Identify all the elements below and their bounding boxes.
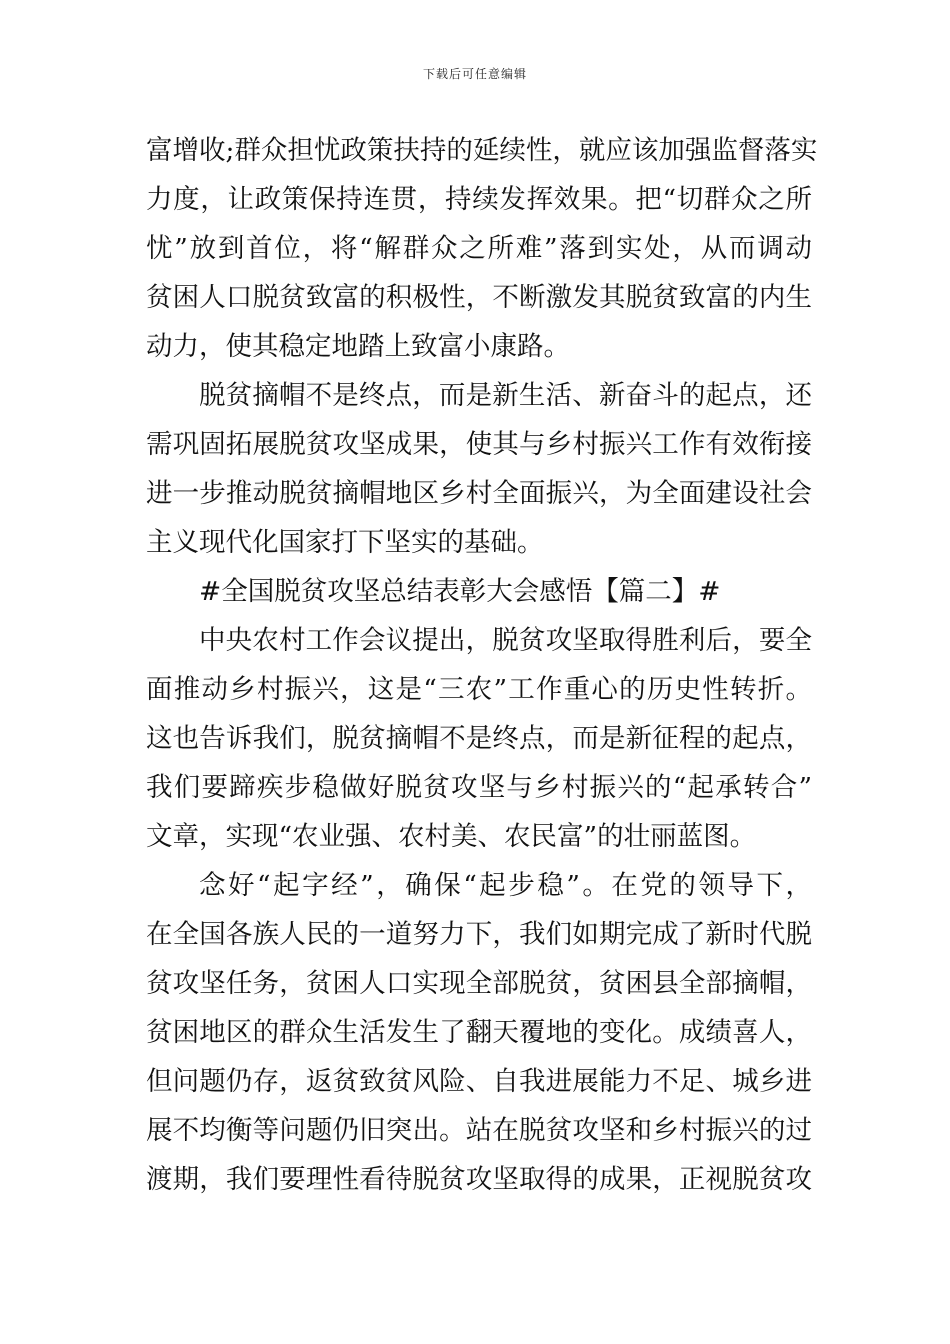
text-line: 念好“起字经”，确保“起步稳”。在党的领导下， bbox=[199, 870, 812, 901]
text-line: 进一步推动脱贫摘帽地区乡村全面振兴，为全面建设社会 bbox=[146, 478, 812, 509]
document-body bbox=[146, 126, 818, 1204]
text-line: 脱贫摘帽不是终点，而是新生活、新奋斗的起点，还 bbox=[199, 380, 812, 411]
text-line: 这也告诉我们，脱贫摘帽不是终点，而是新征程的起点， bbox=[146, 723, 812, 754]
text-line: 忧”放到首位，将“解群众之所难”落到实处，从而调动 bbox=[146, 233, 812, 264]
text-line: 但问题仍存，返贫致贫风险、自我进展能力不足、城乡进 bbox=[146, 1066, 812, 1097]
text-line: 贫攻坚任务，贫困人口实现全部脱贫，贫困县全部摘帽， bbox=[146, 968, 812, 999]
text-line: 在全国各族人民的一道努力下，我们如期完成了新时代脱 bbox=[146, 919, 812, 950]
section-heading: #全国脱贫攻坚总结表彰大会感悟【篇二】# bbox=[199, 576, 721, 607]
text-line: 中央农村工作会议提出，脱贫攻坚取得胜利后，要全 bbox=[199, 625, 812, 656]
text-line: 贫困人口脱贫致富的积极性，不断激发其脱贫致富的内生 bbox=[146, 282, 812, 313]
text-line: 力度，让政策保持连贯，持续发挥效果。把“切群众之所 bbox=[146, 184, 812, 215]
text-line: 贫困地区的群众生活发生了翻天覆地的变化。成绩喜人， bbox=[146, 1017, 812, 1048]
text-line: 面推动乡村振兴，这是“三农”工作重心的历史性转折。 bbox=[146, 674, 812, 705]
text-line: 动力，使其稳定地踏上致富小康路。 bbox=[146, 331, 570, 362]
text-line: 富增收;群众担忧政策扶持的延续性，就应该加强监督落实 bbox=[146, 135, 818, 166]
text-line: 渡期，我们要理性看待脱贫攻坚取得的成果，正视脱贫攻 bbox=[146, 1164, 812, 1195]
text-line: 我们要蹄疾步稳做好脱贫攻坚与乡村振兴的“起承转合” bbox=[146, 772, 812, 803]
page-header: 下载后可任意编辑 bbox=[422, 67, 527, 81]
text-line: 文章，实现“农业强、农村美、农民富”的壮丽蓝图。 bbox=[146, 821, 757, 852]
text-line: 主义现代化国家打下坚实的基础。 bbox=[146, 527, 544, 558]
text-line: 需巩固拓展脱贫攻坚成果，使其与乡村振兴工作有效衔接 bbox=[146, 429, 812, 460]
text-line: 展不均衡等问题仍旧突出。站在脱贫攻坚和乡村振兴的过 bbox=[146, 1115, 812, 1146]
